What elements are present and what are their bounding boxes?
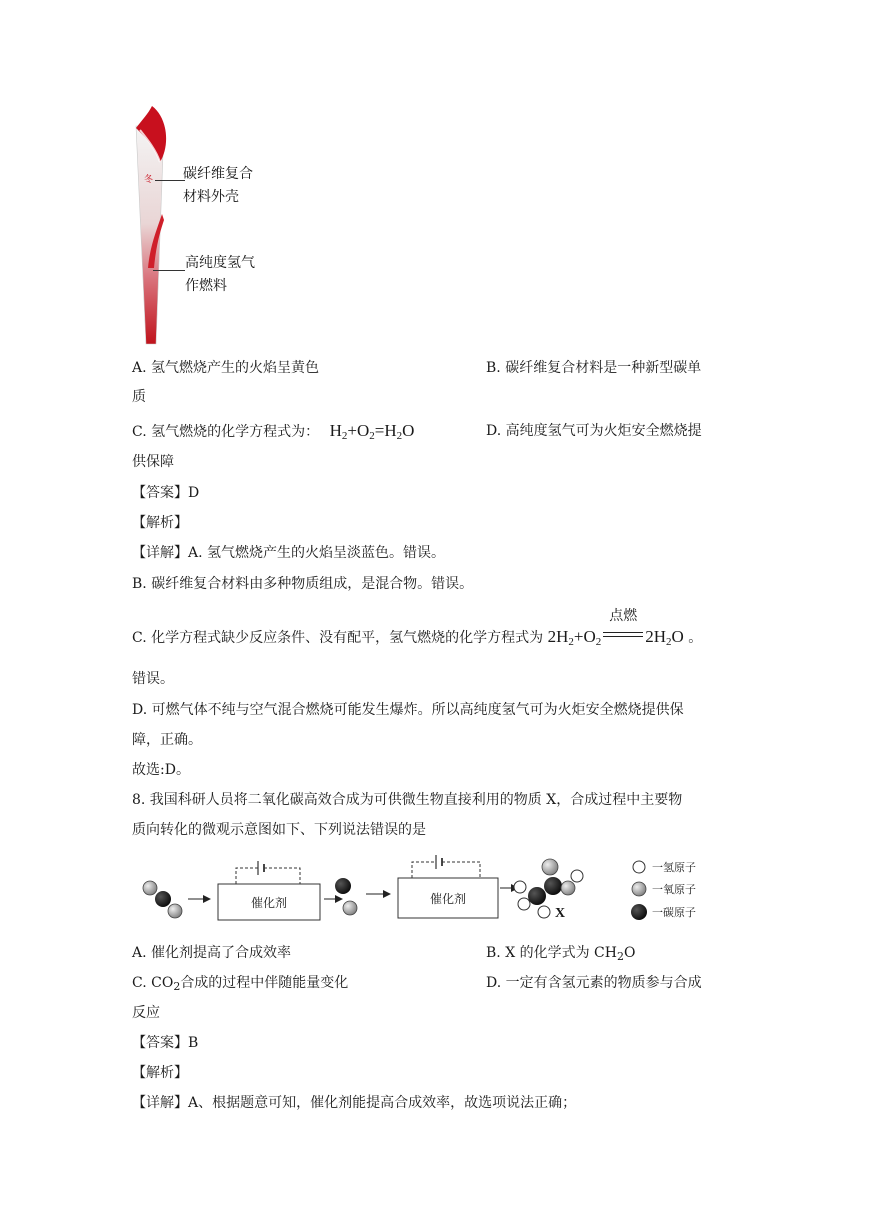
q7-detail-d-line1: D. 可燃气体不纯与空气混合燃烧可能发生爆炸。所以高纯度氢气可为火炬安全燃烧提供保: [132, 702, 684, 718]
catalyst-label-2: 催化剂: [429, 892, 466, 906]
torch-illustration: [130, 106, 170, 350]
q8-option-b: [486, 943, 635, 967]
q7-option-b-continued: 质: [132, 389, 146, 405]
reaction-condition-text: 点燃: [609, 608, 638, 624]
q7-option-c-text: C. 氢气燃烧的化学方程式为：: [132, 424, 320, 440]
legend-symbols: [630, 856, 650, 926]
q7-answer: 【答案】D: [132, 485, 200, 501]
q7-detail-c-equation: $2H_2+O_2$ 点燃 $2H_2O$: [547, 608, 684, 648]
catalyst-label-1: 催化剂: [250, 896, 287, 910]
legend-hydrogen: 一氢原子: [652, 861, 696, 874]
catalyst-box-2: [398, 855, 498, 918]
q7-option-d-continued: 供保障: [132, 454, 174, 470]
x-molecule: [514, 859, 583, 918]
q8-analysis-heading: 【解析】: [132, 1065, 188, 1081]
q8-detail-a: 【详解】A、根据题意可知，催化剂能提高合成效率，故选项说法正确；: [132, 1095, 577, 1111]
q7-detail-c: [132, 608, 703, 652]
torch-figure: [125, 106, 285, 350]
q7-option-a: A. 氢气燃烧产生的火焰呈黄色: [132, 360, 320, 376]
product-x-label: X: [555, 906, 566, 921]
catalyst-box-1: [218, 861, 320, 920]
q7-option-c-equation: $H_2+O_2=H_2O$: [329, 421, 415, 442]
shell-pointer-line: [155, 180, 185, 181]
q8-option-d-continued: 反应: [132, 1005, 160, 1021]
legend-oxygen: 一氧原子: [652, 883, 696, 896]
q8-option-b-text: B. X 的化学式为 CH: [486, 945, 617, 961]
co2-molecule: [143, 881, 182, 918]
q8-option-c-end: 合成的过程中伴随能量变化: [180, 975, 349, 991]
q7-option-b: B. 碳纤维复合材料是一种新型碳单: [486, 360, 702, 376]
fuel-label-line1: 高纯度氢气: [185, 254, 255, 270]
q7-detail-d-line2: 障，正确。: [132, 732, 202, 748]
fuel-label-line2: 作燃料: [185, 277, 227, 293]
q7-detail-a: 【详解】A. 氢气燃烧产生的火焰呈淡蓝色。错误。: [132, 545, 446, 561]
q8-micro-diagram: [140, 852, 740, 930]
q8-stem-line2: 质向转化的微观示意图如下、下列说法错误的是: [132, 822, 426, 838]
q7-detail-c-continued: 错误。: [132, 671, 174, 687]
q8-answer: 【答案】B: [132, 1035, 199, 1051]
legend-hydrogen-dot: [633, 861, 645, 873]
legend-carbon: 一碳原子: [652, 906, 696, 919]
q8-option-d: D. 一定有含氢元素的物质参与合成: [486, 975, 702, 991]
q8-option-b-subscript: 2: [616, 950, 624, 963]
q8-option-c-text: C. CO: [132, 975, 174, 991]
legend-carbon-dot: [631, 904, 647, 920]
q7-option-d: D. 高纯度氢气可为火炬安全燃烧提: [486, 423, 702, 439]
q7-detail-c-end: 。: [688, 630, 703, 646]
q7-option-c: [132, 421, 414, 446]
q8-stem-line1: 8. 我国科研人员将二氧化碳高效合成为可供微生物直接利用的物质 X，合成过程中主要物: [132, 792, 683, 808]
q8-option-c-subscript: 2: [173, 980, 181, 993]
reaction-condition: [603, 608, 643, 644]
reaction-condition-lines: [603, 632, 643, 637]
q8-option-b-end: O: [623, 945, 636, 961]
q8-option-c: [132, 973, 348, 997]
atom-legend: [630, 856, 740, 926]
q8-option-a: A. 催化剂提高了合成效率: [132, 945, 292, 961]
q7-choose: 故选:D。: [132, 762, 190, 778]
fuel-pointer-line: [153, 270, 185, 271]
shell-label-line1: 碳纤维复合: [183, 165, 253, 181]
q7-detail-b: B. 碳纤维复合材料由多种物质组成，是混合物。错误。: [132, 576, 474, 592]
svg-text:冬: 冬: [144, 175, 154, 185]
co-molecule: [335, 878, 357, 915]
q7-analysis-heading: 【解析】: [132, 515, 188, 531]
legend-oxygen-dot: [632, 882, 646, 896]
shell-label-line2: 材料外壳: [183, 188, 239, 204]
q7-detail-c-text: C. 化学方程式缺少反应条件、没有配平，氢气燃烧的化学方程式为: [132, 630, 544, 646]
